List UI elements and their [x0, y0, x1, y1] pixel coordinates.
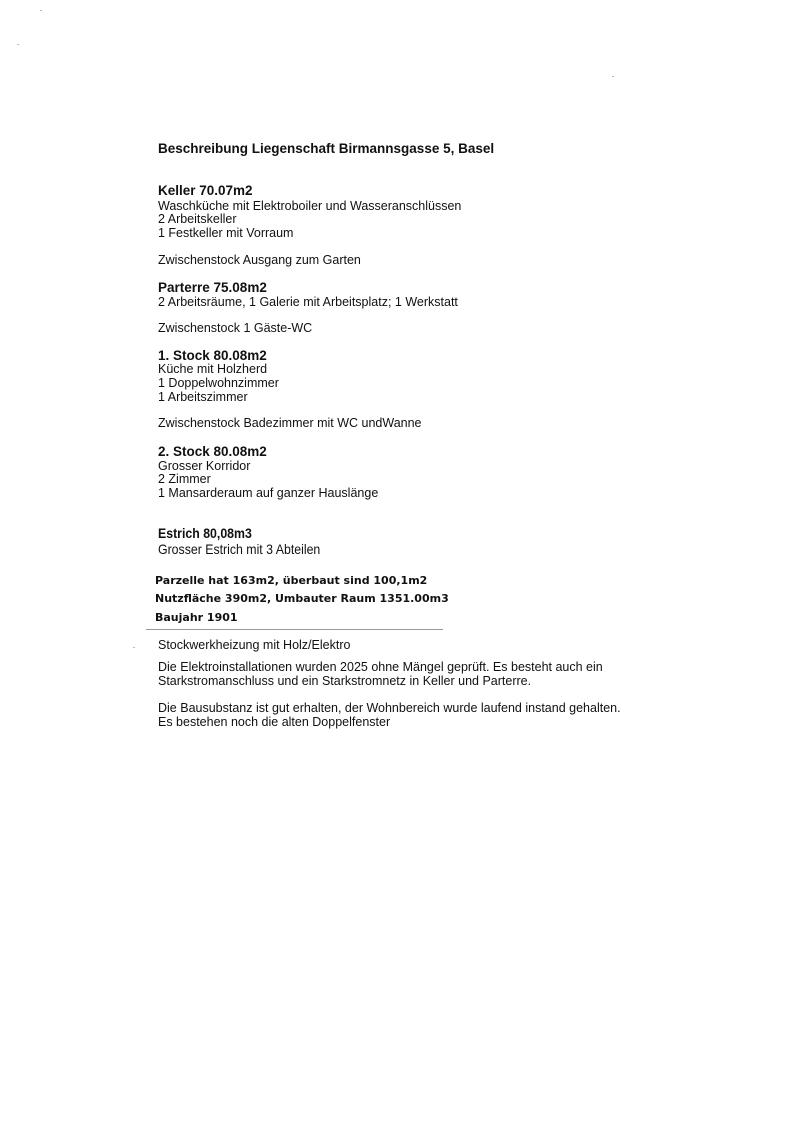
bausubstanz-line: Die Bausubstanz ist gut erhalten, der Wohnbereich wurde laufend instand gehalten. [158, 701, 621, 715]
keller-line: 2 Arbeitskeller [158, 212, 237, 226]
estrich-line: Grosser Estrich mit 3 Abteilen [158, 541, 321, 557]
elektro-line: Die Elektroinstallationen wurden 2025 ohne Mängel geprüft. Es besteht auch ein [158, 660, 603, 674]
bausubstanz-line: Es bestehen noch die alten Doppelfenster [158, 715, 391, 729]
fact-nutzflaeche: Nutzfläche 390m2, Umbauter Raum 1351.00m3 [155, 592, 449, 605]
estrich-heading: Estrich 80,08m3 [158, 525, 252, 541]
stock-1-line: 1 Doppelwohnzimmer [158, 376, 279, 390]
zwischenstock-wc: Zwischenstock 1 Gäste-WC [158, 321, 313, 335]
stock-2-heading: 2. Stock 80.08m2 [158, 444, 267, 459]
fact-parzelle: Parzelle hat 163m2, überbaut sind 100,1m2 [155, 574, 428, 587]
keller-line: Waschküche mit Elektroboiler und Wasseranschlüssen [158, 199, 462, 213]
stock-2-line: 2 Zimmer [158, 472, 211, 486]
elektro-line: Starkstromanschluss und ein Starkstromnetz in Keller und Parterre. [158, 674, 532, 688]
scan-speck [17, 44, 19, 45]
stock-1-line: 1 Arbeitszimmer [158, 390, 248, 404]
heizung-text: Stockwerkheizung mit Holz/Elektro [158, 638, 351, 652]
scan-speck [612, 76, 614, 77]
stock-2-line: 1 Mansarderaum auf ganzer Hauslänge [158, 486, 379, 500]
parterre-line: 2 Arbeitsräume, 1 Galerie mit Arbeitsplatz; 1 Werkstatt [158, 295, 458, 309]
fact-baujahr: Baujahr 1901 [155, 611, 238, 624]
scan-speck [133, 647, 135, 648]
scan-speck [40, 10, 42, 11]
zwischenstock-garten: Zwischenstock Ausgang zum Garten [158, 253, 361, 267]
stock-1-heading: 1. Stock 80.08m2 [158, 348, 267, 363]
stock-1-line: Küche mit Holzherd [158, 362, 268, 376]
parterre-heading: Parterre 75.08m2 [158, 280, 267, 295]
zwischenstock-bad: Zwischenstock Badezimmer mit WC undWanne [158, 416, 422, 430]
stock-2-line: Grosser Korridor [158, 459, 251, 473]
divider-line [146, 629, 443, 630]
keller-heading: Keller 70.07m2 [158, 183, 253, 198]
document-title: Beschreibung Liegenschaft Birmannsgasse 5, Basel [158, 141, 495, 156]
keller-line: 1 Festkeller mit Vorraum [158, 226, 294, 240]
